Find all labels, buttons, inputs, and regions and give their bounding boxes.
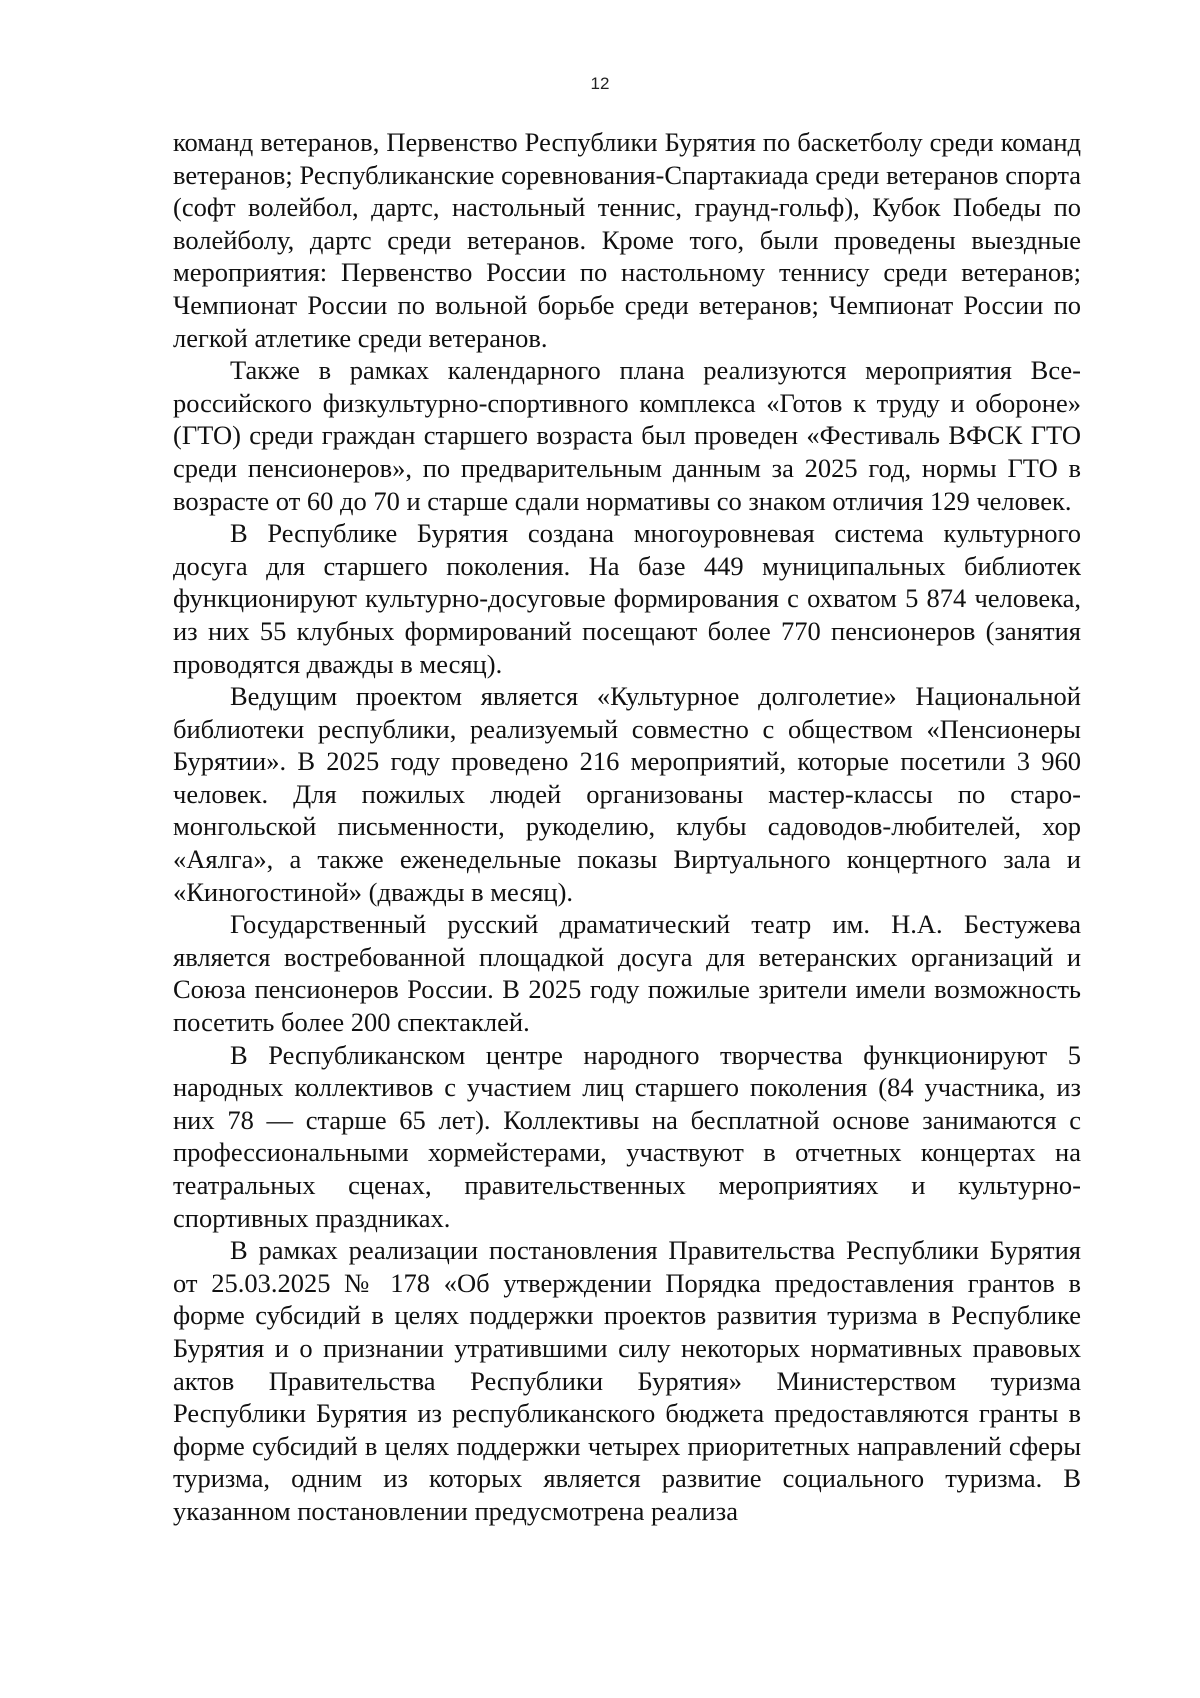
paragraph-veterans-competitions: команд ветеранов, Первенство Республики Бурятия по баскетболу среди команд ветеранов; Республиканские соревнования-Спартакиада среди ветеранов спорта (софт волейбол, дартс, настольный теннис, граунд-гольф), Кубок Победы по волейболу, дартс среди ветеранов. Кроме того, были проведены выездные мероприятия: Первенство России по настольному теннису среди ветеранов; Чемпионат России по вольной борьбе среди ветеранов; Чемпионат России по легкой атлетике среди ветеранов. (173, 127, 1081, 353)
paragraph-gto-festival: Также в рамках календарного плана реализуются мероприятия Всероссийского физкультурно-спортивного комплекса «Готов к труду и обороне» (ГТО) среди граждан старшего возраста был проведен «Фестиваль ВФСК ГТО среди пенсионеров», по предварительным данным за 2025 год, нормы ГТО в возрасте от 60 до 70 и старше сдали нормативы со знаком отличия 129 человек. (173, 355, 1081, 516)
paragraph-cultural-longevity: Ведущим проектом является «Культурное долголетие» Национальной библиотеки республики, реализуемый совместно с обществом «Пенсионеры Бурятии». В 2025 году проведено 216 мероприятий, которые посетили 3 960 человек. Для пожилых людей организованы мастер-классы по старомонгольской письменности, рукоделию, клубы садоводов-любителей, хор «Аялга», а также еженедельные показы Виртуального концертного зала и «Киногостиной» (дважды в месяц). (173, 681, 1081, 907)
paragraph-cultural-leisure: В Республике Бурятия создана многоуровневая система культурного досуга для старшего поколения. На базе 449 муниципальных библиотек функционируют культурно-досуговые формирования с охватом 5 874 человека, из них 55 клубных формирований посещают более 770 пенсионеров (занятия проводятся дважды в месяц). (173, 518, 1081, 679)
paragraph-folk-art-center: В Республиканском центре народного творчества функционируют 5 народных коллективов с участием лиц старшего поколения (84 участника, из них 78 — старше 65 лет). Коллективы на бесплатной основе занимаются с профессиональными хормейстерами, участвуют в отчетных концертах на театральных сценах, правительственных мероприятиях и культурно-спортивных праздниках. (173, 1039, 1081, 1233)
paragraph-tourism-grants: В рамках реализации постановления Правительства Республики Бурятия от 25.03.2025 № 178 «Об утверждении Порядка предоставления грантов в форме субсидий в целях поддержки проектов развития туризма в Республике Бурятия и о признании утратившими силу некоторых нормативных правовых актов Правительства Республики Бурятия» Министерством туризма Республики Бурятия из республиканского бюджета предоставляются гранты в форме субсидий в целях поддержки четырех приоритетных направлений сферы туризма, одним из которых является развитие социального туризма. В указанном постановлении предусмотрена реализа (173, 1235, 1081, 1526)
document-body (173, 126, 1081, 1528)
page-number: 12 (590, 74, 610, 93)
paragraph-drama-theatre: Государственный русский драматический театр им. Н.А. Бестужева является востребованной площадкой досуга для ветеранских организаций и Союза пенсионеров России. В 2025 году пожилые зрители имели возможность посетить более 200 спектаклей. (173, 909, 1081, 1038)
